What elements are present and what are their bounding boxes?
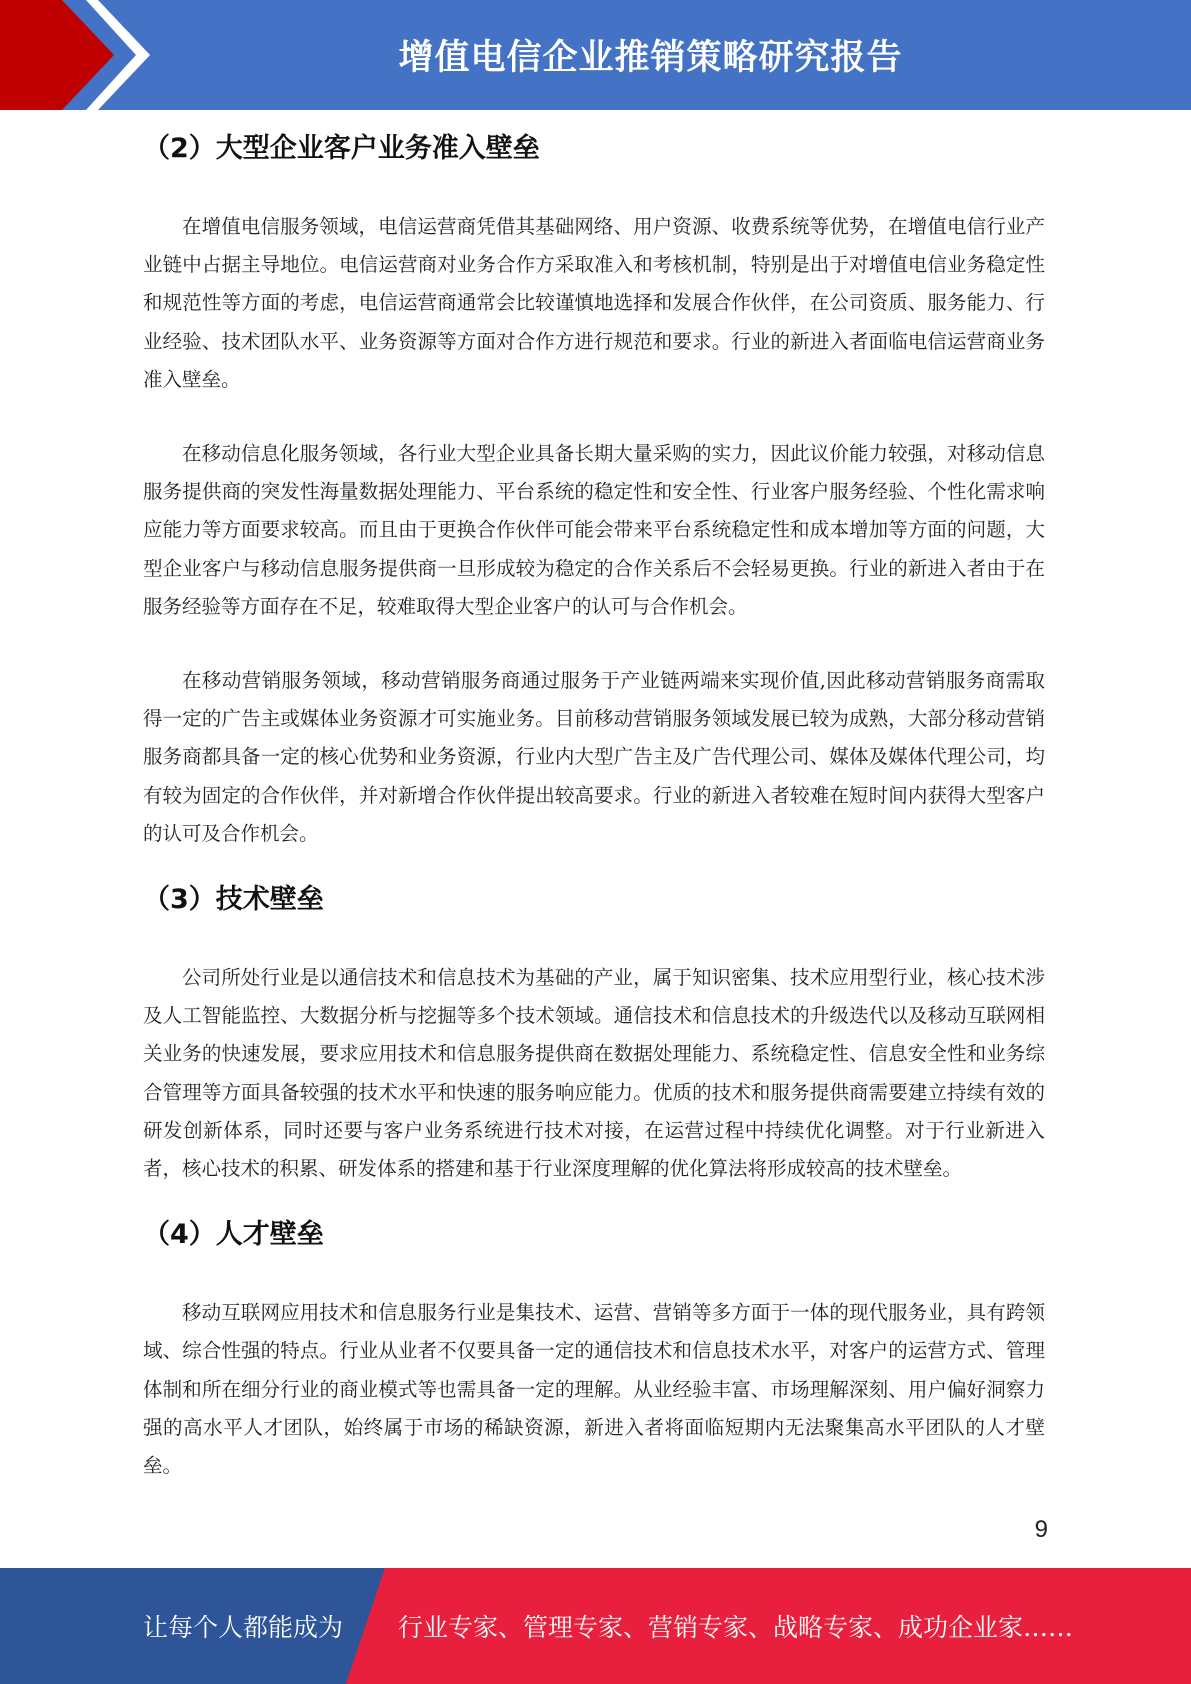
page-header	[0, 0, 1191, 110]
section-heading: （3）技术壁垒	[143, 884, 324, 916]
header-arrow-decoration	[0, 0, 160, 110]
document-title: 增值电信企业推销策略研究报告	[398, 38, 903, 78]
paragraph: 公司所处行业是以通信技术和信息技术为基础的产业，属于知识密集、技术应用型行业，核心技术涉及人工智能监控、大数据分析与挖掘等多个技术领域。通信技术和信息技术的升级迭代以及移动互联网相关业务的快速发展，要求应用技术和信息服务提供商在数据处理能力、系统稳定性、信息安全性和业务综合管理等方面具备较强的技术水平和快速的服务响应能力。优质的技术和服务提供商需要建立持续有效的研发创新体系，同时还要与客户业务系统进行技术对接，在运营过程中持续优化调整。对于行业新进入者，核心技术的积累、研发体系的搭建和基于行业深度理解的优化算法将形成较高的技术壁垒。	[143, 966, 1045, 1181]
section-heading: （4）人才壁垒	[143, 1219, 324, 1251]
paragraph: 在移动营销服务领域，移动营销服务商通过服务于产业链两端来实现价值,因此移动营销服务商需取得一定的广告主或媒体业务资源才可实施业务。目前移动营销服务领域发展已较为成熟，大部分移动营销服务商都具备一定的核心优势和业务资源，行业内大型广告主及广告代理公司、媒体及媒体代理公司，均有较为固定的合作伙伴，并对新增合作伙伴提出较高要求。行业的新进入者较难在短时间内获得大型客户的认可及合作机会。	[143, 669, 1045, 845]
page-footer	[0, 1568, 1191, 1684]
page-number: 9	[1034, 1516, 1048, 1543]
main-content	[143, 126, 1045, 1521]
paragraph: 在移动信息化服务领域，各行业大型企业具备长期大量采购的实力，因此议价能力较强，对移动信息服务提供商的突发性海量数据处理能力、平台系统的稳定性和安全性、行业客户服务经验、个性化需求响应能力等方面要求较高。而且由于更换合作伙伴可能会带来平台系统稳定性和成本增加等方面的问题，大型企业客户与移动信息服务提供商一旦形成较为稳定的合作关系后不会轻易更换。行业的新进入者由于在服务经验等方面存在不足，较难取得大型企业客户的认可与合作机会。	[143, 442, 1045, 618]
section-heading: （2）大型企业客户业务准入壁垒	[143, 133, 540, 164]
paragraph: 移动互联网应用技术和信息服务行业是集技术、运营、营销等多方面于一体的现代服务业，具有跨领域、综合性强的特点。行业从业者不仅要具备一定的通信技术和信息技术水平，对客户的运营方式、管理体制和所在细分行业的商业模式等也需具备一定的理解。从业经验丰富、市场理解深刻、用户偏好洞察力强的高水平人才团队，始终属于市场的稀缺资源，新进入者将面临短期内无法聚集高水平团队的人才壁垒。	[143, 1301, 1045, 1478]
footer-slogan-right: 行业专家、管理专家、营销专家、战略专家、成功企业家……	[398, 1613, 1074, 1642]
paragraph: 在增值电信服务领域，电信运营商凭借其基础网络、用户资源、收费系统等优势，在增值电信行业产业链中占据主导地位。电信运营商对业务合作方采取准入和考核机制，特别是出于对增值电信业务稳定性和规范性等方面的考虑，电信运营商通常会比较谨慎地选择和发展合作伙伴，在公司资质、服务能力、行业经验、技术团队水平、业务资源等方面对合作方进行规范和要求。行业的新进入者面临电信运营商业务准入壁垒。	[143, 215, 1045, 391]
footer-slogan-left: 让每个人都能成为	[143, 1613, 344, 1642]
